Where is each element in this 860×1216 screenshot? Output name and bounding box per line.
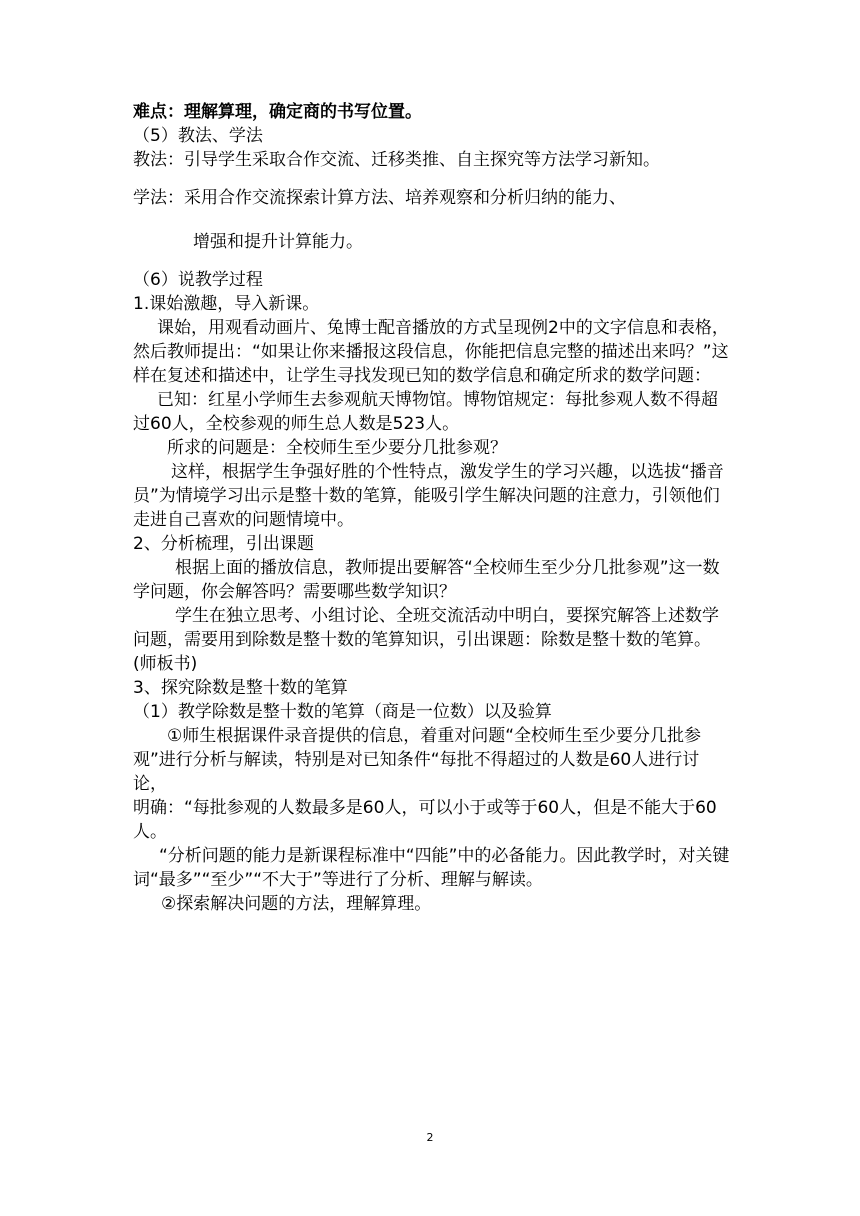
step3-title: 3、探究除数是整十数的笔算 bbox=[133, 678, 348, 698]
step3-paragraph2: “分析问题的能力是新课程标准中“四能”中的必备能力。因此教学时，对关键词“最多”“至少”“不大于”等进行了分析、理解与解读。 bbox=[133, 846, 730, 890]
step2-title: 2、分析梳理，引出课题 bbox=[133, 534, 314, 554]
step3-subtitle1: （1）教学除数是整十数的笔算（商是一位数）以及验算 bbox=[133, 702, 552, 722]
step3-paragraph1: ①师生根据课件录音提供的信息，着重对问题“全校师生至少要分几批参观”进行分析与解读，特别是对已知条件“每批不得超过的人数是60人进行讨论， bbox=[133, 726, 702, 794]
document-body bbox=[133, 100, 733, 916]
step1-title: 1.课始激趣，导入新课。 bbox=[133, 294, 320, 314]
learning-method-line2: 增强和提升计算能力。 bbox=[193, 232, 363, 252]
step1-paragraph1: 课始，用观看动画片、兔博士配音播放的方式呈现例2中的文字信息和表格，然后教师提出：“如果让你来播报这段信息，你能把信息完整的描述出来吗？”这样在复述和描述中，让学生寻找发现已知的数学信息和确定所求的数学问题： bbox=[133, 318, 729, 386]
step1-question: 所求的问题是：全校师生至少要分几批参观？ bbox=[167, 438, 507, 458]
learning-method-line1: 学法：采用合作交流探索计算方法、培养观察和分析归纳的能力、 bbox=[133, 188, 626, 208]
step2-paragraph1: 根据上面的播放信息，教师提出要解答“全校师生至少分几批参观”这一数学问题，你会解答吗？需要哪些数学知识？ bbox=[133, 558, 720, 602]
teaching-method: 教法：引导学生采取合作交流、迁移类推、自主探究等方法学习新知。 bbox=[133, 150, 660, 170]
difficulty-line: 难点：理解算理，确定商的书写位置。 bbox=[133, 102, 422, 122]
step2-paragraph2: 学生在独立思考、小组讨论、全班交流活动中明白，要探究解答上述数学问题，需要用到除数是整十数的笔算知识，引出课题：除数是整十数的笔算。(师板书) bbox=[133, 606, 719, 674]
step3-paragraph3: ②探索解决问题的方法，理解算理。 bbox=[161, 894, 432, 914]
step1-known: 已知：红星小学师生去参观航天博物馆。博物馆规定：每批参观人数不得超过60人，全校参观的师生总人数是523人。 bbox=[133, 390, 718, 434]
section6-title: （6）说教学过程 bbox=[133, 270, 263, 290]
step1-paragraph2: 这样，根据学生争强好胜的个性特点，激发学生的学习兴趣，以选拔“播音员”为情境学习出示是整十数的笔算，能吸引学生解决问题的注意力，引领他们走进自己喜欢的问题情境中。 bbox=[133, 462, 724, 530]
step3-clarify: 明确：“每批参观的人数最多是60人，可以小于或等于60人，但是不能大于60人。 bbox=[133, 798, 717, 842]
section5-title: （5）教法、学法 bbox=[133, 126, 263, 146]
page-number: 2 bbox=[426, 1131, 434, 1144]
